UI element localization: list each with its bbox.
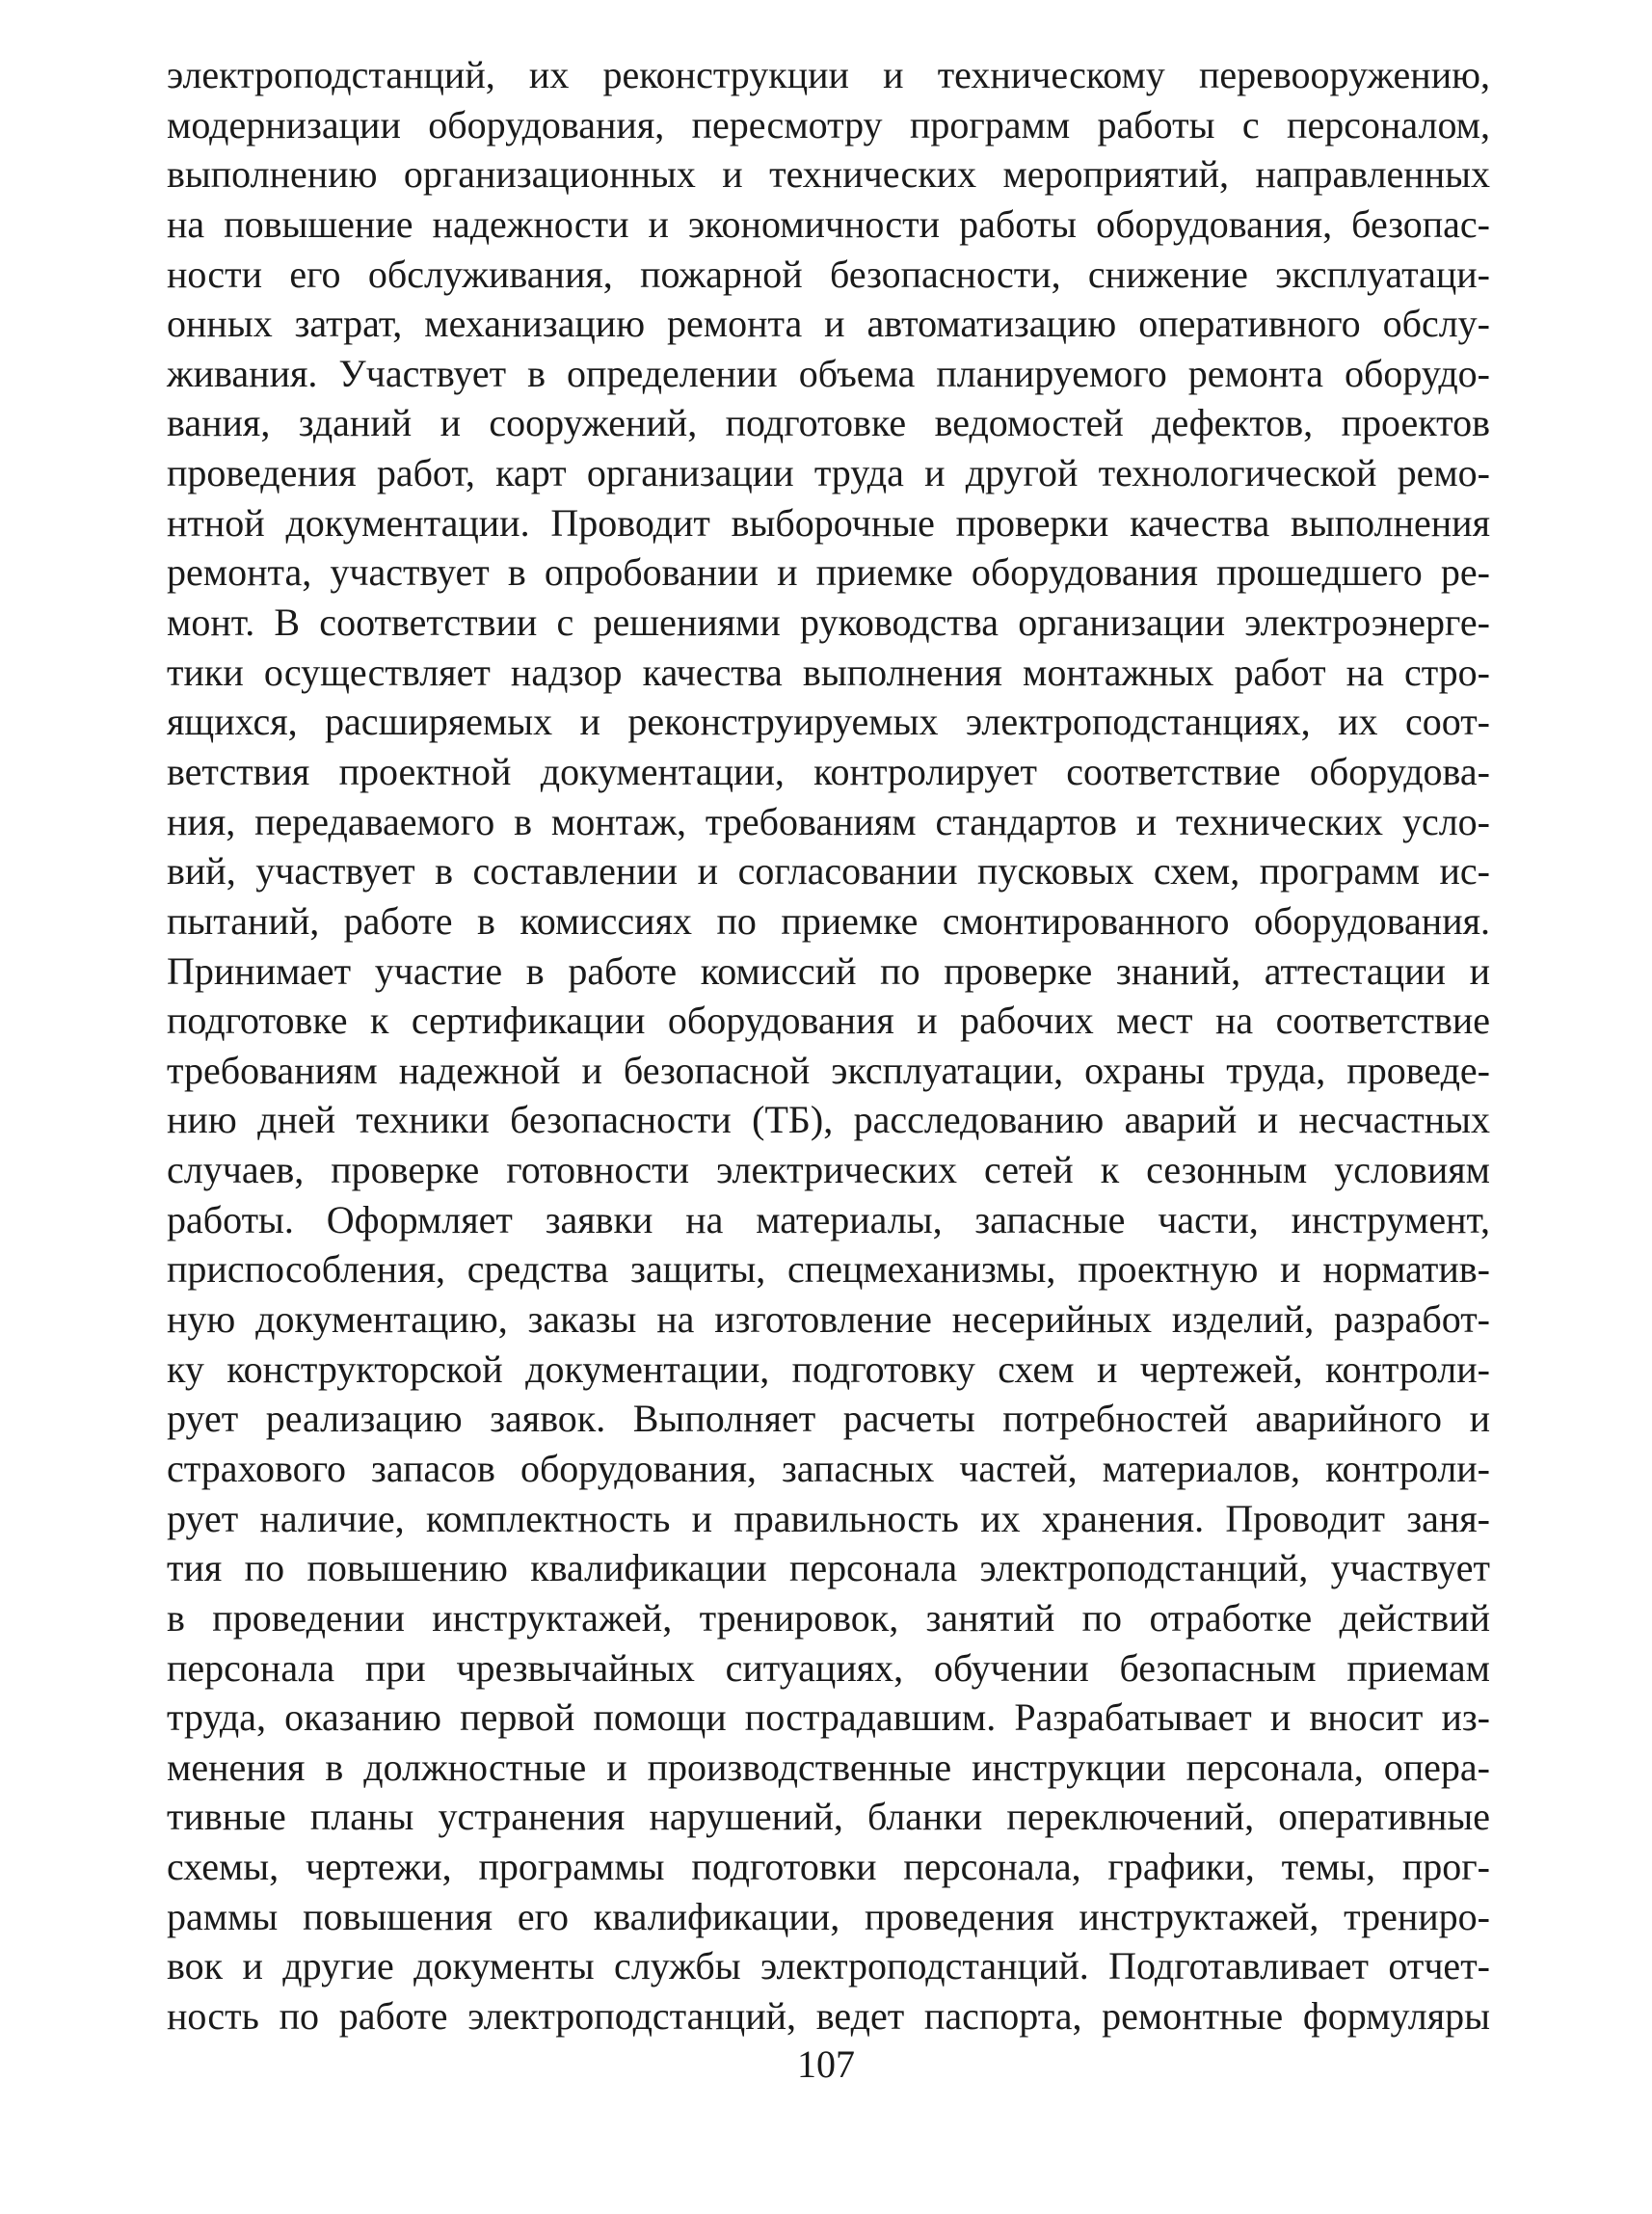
text-line: требованиям надежной и безопасной эксплуатации, охраны труда, проведе- [167,1048,1490,1092]
text-line: случаев, проверке готовности электрических сетей к сезонным условиям [167,1148,1490,1192]
text-line: на повышение надежности и экономичности работы оборудования, безопас- [167,201,1490,246]
text-line: работы. Оформляет заявки на материалы, запасные части, инструмент, [167,1197,1490,1241]
text-line: страхового запасов оборудования, запасных частей, материалов, контроли- [167,1446,1490,1490]
text-line: вок и другие документы службы электроподстанций. Подготавливает отчет- [167,1944,1490,1988]
text-line: ку конструкторской документации, подготовку схем и чертежей, контроли- [167,1347,1490,1391]
text-line: раммы повышения его квалификации, проведения инструктажей, трениро- [167,1894,1490,1938]
text-line: проведения работ, карт организации труда и другой технологической ремо- [167,451,1490,495]
text-line: ность по работе электроподстанций, ведет паспорта, ремонтные формуляры [167,1993,1490,2038]
text-line: тия по повышению квалификации персонала электроподстанций, участвует [167,1546,1490,1590]
text-line: электроподстанций, их реконструкции и техническому перевооружению, [167,53,1490,96]
text-line: ности его обслуживания, пожарной безопасности, снижение эксплуатаци- [167,252,1490,296]
text-line: нию дней техники безопасности (ТБ), расследованию аварий и несчастных [167,1098,1490,1142]
text-line: ветствия проектной документации, контролирует соответствие оборудова- [167,749,1490,793]
text-line: онных затрат, механизацию ремонта и автоматизацию оперативного обслу- [167,302,1490,346]
text-line: труда, оказанию первой помощи пострадавшим. Разрабатывает и вносит из- [167,1695,1490,1740]
text-line: приспособления, средства защиты, спецмеханизмы, проектную и норматив- [167,1247,1490,1292]
text-line: вий, участвует в составлении и согласовании пусковых схем, программ ис- [167,849,1490,894]
text-line: ремонта, участвует в опробовании и приемке оборудования прошедшего ре- [167,550,1490,595]
text-line: рует наличие, комплектность и правильность их хранения. Проводит заня- [167,1496,1490,1540]
text-line: персонала при чрезвычайных ситуациях, обучении безопасным приемам [167,1645,1490,1690]
text-line: схемы, чертежи, программы подготовки персонала, графики, темы, прог- [167,1845,1490,1889]
text-line: ную документацию, заказы на изготовление несерийных изделий, разработ- [167,1297,1490,1342]
page-number: 107 [797,2042,855,2086]
text-line: модернизации оборудования, пересмотру программ работы с персоналом, [167,102,1490,147]
text-line: менения в должностные и производственные инструкции персонала, опера- [167,1745,1490,1789]
text-line: в проведении инструктажей, тренировок, занятий по отработке действий [167,1595,1490,1640]
text-line: тивные планы устранения нарушений, бланки переключений, оперативные [167,1795,1490,1839]
text-line: Принимает участие в работе комиссий по проверке знаний, аттестации и [167,948,1490,993]
text-line: ящихся, расширяемых и реконструируемых электроподстанциях, их соот- [167,700,1490,744]
text-line: выполнению организационных и технических мероприятий, направленных [167,152,1490,197]
text-line: рует реализацию заявок. Выполняет расчеты потребностей аварийного и [167,1397,1490,1441]
text-line: нтной документации. Проводит выборочные проверки качества выполнения [167,500,1490,545]
text-line: вания, зданий и сооружений, подготовке ведомостей дефектов, проектов [167,401,1490,445]
body-text [167,50,1490,2041]
text-line: живания. Участвует в определении объема планируемого ремонта оборудо- [167,351,1490,395]
text-line: пытаний, работе в комиссиях по приемке смонтированного оборудования. [167,898,1490,943]
text-line: ния, передаваемого в монтаж, требованиям стандартов и технических усло- [167,799,1490,843]
text-line: подготовке к сертификации оборудования и рабочих мест на соответствие [167,999,1490,1043]
text-line: монт. В соответствии с решениями руководства организации электроэнерге- [167,600,1490,645]
text-line: тики осуществляет надзор качества выполнения монтажных работ на стро- [167,650,1490,694]
